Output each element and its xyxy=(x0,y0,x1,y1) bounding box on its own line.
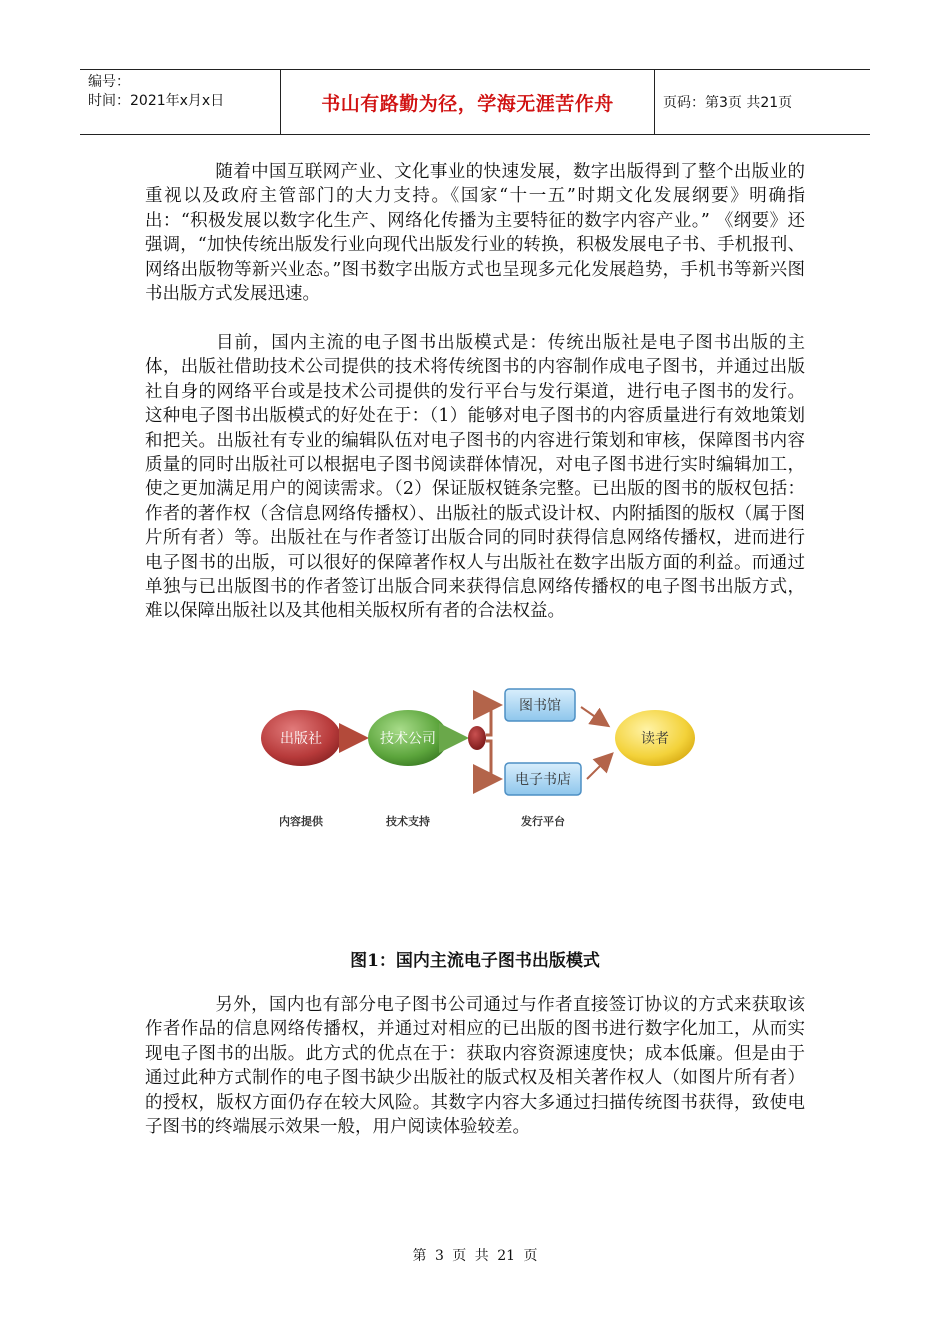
node-reader xyxy=(615,710,695,766)
figure-caption: 图1：国内主流电子图书出版模式 xyxy=(350,951,600,971)
publishing-model-diagram xyxy=(255,675,715,835)
node-publisher-label: 出版社 xyxy=(280,731,322,747)
node-reader-label: 读者 xyxy=(641,731,669,747)
page-header xyxy=(80,69,870,135)
node-library-label: 图书馆 xyxy=(519,698,561,714)
node-library xyxy=(505,689,575,721)
label-content: 内容提供 xyxy=(279,815,323,828)
paragraph-3 xyxy=(145,993,805,1139)
label-tech-support: 技术支持 xyxy=(386,815,430,828)
paragraph-3-text: 另外，国内也有部分电子图书公司通过与作者直接签订协议的方式来获取该作者作品的信息网络传播权，并通过对相应的已出版的图书进行数字化加工，从而实现电子图书的出版。此方式的优点在于：获取内容资源速度快；成本低廉。但是由于通过此种方式制作的电子图书缺少出版社的版式权及相关著作权人（如图片所有者）的授权，版权方面仍存在较大风险。其数字内容大多通过扫描传统图书获得，致使电子图书的终端展示效果一般，用户阅读体验较差。 xyxy=(145,995,805,1138)
header-page-label: 页码：第3页 共21页 xyxy=(663,95,793,111)
header-motto: 书山有路勤为径，学海无涯苦作舟 xyxy=(321,92,614,115)
document-number-label: 编号： xyxy=(88,74,130,90)
arrow-ebookstore-to-reader xyxy=(587,755,611,779)
node-tech-company xyxy=(368,710,448,766)
header-motto-cell xyxy=(280,70,655,134)
distribution-hub xyxy=(468,726,486,750)
arrow-hub-to-ebookstore xyxy=(486,741,497,779)
header-page-cell xyxy=(655,70,870,134)
node-publisher xyxy=(261,710,341,766)
paragraph-1 xyxy=(145,160,805,306)
label-platform: 发行平台 xyxy=(521,815,565,828)
paragraph-2 xyxy=(145,331,805,624)
arrow-hub-to-library xyxy=(486,705,497,735)
document-time-label: 时间：2021年x月x日 xyxy=(88,93,225,109)
header-meta xyxy=(80,70,280,134)
paragraph-1-text: 随着中国互联网产业、文化事业的快速发展，数字出版得到了整个出版业的重视以及政府主管部门的大力支持。《国家“十一五”时期文化发展纲要》明确指出：“积极发展以数字化生产、网络化传播为主要特征的数字内容产业。” 《纲要》还强调，“加快传统出版发行业向现代出版发行业的转换，积极发展电子书、手机报刊、网络出版物等新兴业态。”图书数字出版方式也呈现多元化发展趋势，手机书等新兴图书出版方式发展迅速。 xyxy=(145,162,805,305)
paragraph-2-text: 目前，国内主流的电子图书出版模式是：传统出版社是电子图书出版的主体，出版社借助技术公司提供的技术将传统图书的内容制作成电子图书，并通过出版社自身的网络平台或是技术公司提供的发行平台与发行渠道，进行电子图书的发行。这种电子图书出版模式的好处在于：（1）能够对电子图书的内容质量进行有效地策划和把关。出版社有专业的编辑队伍对电子图书的内容进行策划和审核，保障图书内容质量的同时出版社可以根据电子图书阅读群体情况，对电子图书进行实时编辑加工，使之更加满足用户的阅读需求。（2）保证版权链条完整。已出版的图书的版权包括：作者的著作权（含信息网络传播权）、出版社的版式设计权、内附插图的版权（属于图片所有者）等。出版社在与作者签订出版合同的同时获得信息网络传播权，进而进行电子图书的出版，可以很好的保障著作权人与出版社在数字出版方面的利益。而通过单独与已出版图书的作者签订出版合同来获得信息网络传播权的电子图书出版方式，难以保障出版社以及其他相关版权所有者的合法权益。 xyxy=(145,333,805,622)
node-ebook-store xyxy=(505,763,581,795)
node-ebook-store-label: 电子书店 xyxy=(515,772,571,788)
arrow-library-to-reader xyxy=(581,707,607,725)
page-footer: 第 3 页 共 21 页 xyxy=(412,1248,538,1264)
node-tech-company-label: 技术公司 xyxy=(380,731,436,747)
